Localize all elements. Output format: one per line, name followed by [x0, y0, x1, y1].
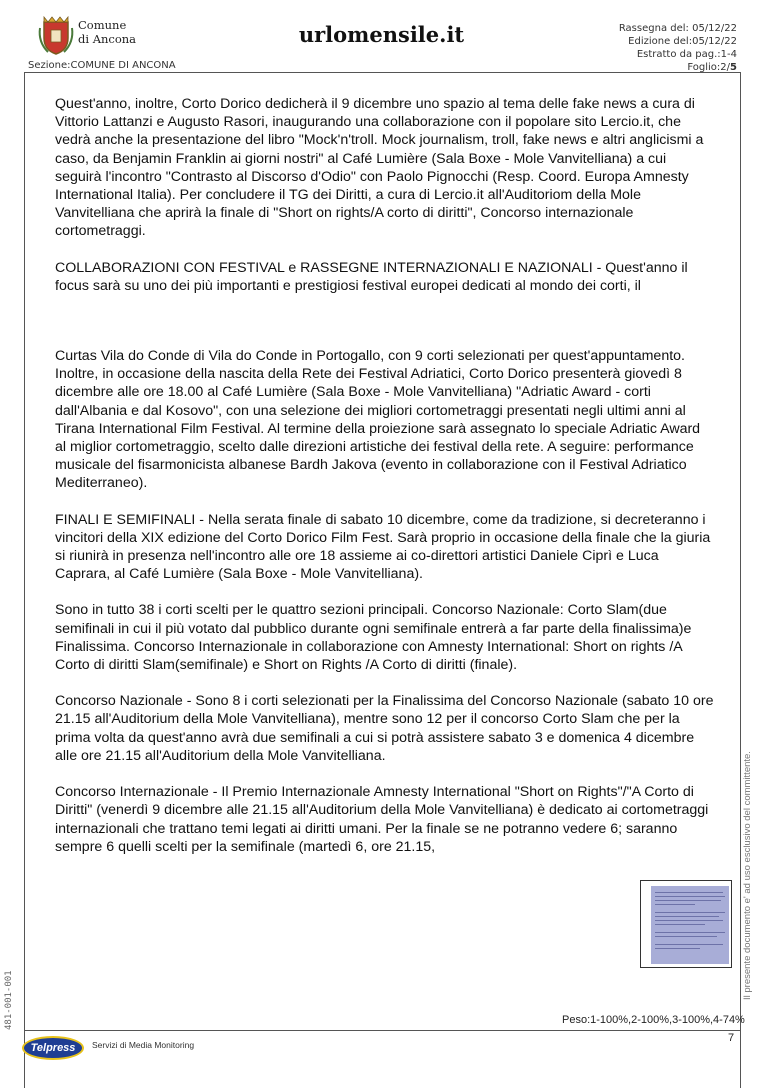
estratto-pages: Estratto da pag.:1-4: [636, 49, 737, 60]
thumbnail-line: [655, 892, 723, 893]
telpress-logo: Telpress: [22, 1036, 84, 1060]
thumbnail-line: [655, 924, 705, 925]
comune-line1: Comune: [78, 18, 127, 32]
article-paragraph: Concorso Internazionale - Il Premio Internazionale Amnesty International "Short on Rights"/"A Corto di Diritti" (venerdì 9 dicembre alle 21.15 all'Auditorium della Mole Vanvitelliana) è dedicato ai cortometraggi internazionali che trattano temi legati ai diritti umani. Per la finale se ne potranno vedere 6; saranno sempre 6 quelli scelti per la semifinale (martedì 6, ore 21.15,: [55, 784, 709, 855]
rassegna-date: Rassegna del: 05/12/22: [618, 23, 737, 34]
foglio-total: 5: [730, 62, 737, 73]
article-paragraph: COLLABORAZIONI CON FESTIVAL e RASSEGNE INTERNAZIONALI E NAZIONALI - Quest'anno il focus sarà su uno dei più importanti e prestigiosi festival europei dedicati al mondo dei corti, il: [55, 259, 688, 294]
article-body: [55, 95, 715, 874]
article-paragraph: Sono in tutto 38 i corti scelti per le quattro sezioni principali. Concorso Nazionale: Corto Slam(due semifinali in cui il più votato dal pubblico durante ogni semifinale entrerà a far parte della finalissima)e Finalissima. Concorso Internazionale in collaborazione con Amnesty International: Short on rights /A Corto di diritti Slam(semifinale) e Short on Rights /A Corto di diritti (finale).: [55, 602, 692, 674]
thumbnail-line: [655, 916, 719, 917]
article-paragraph: Quest'anno, inoltre, Corto Dorico dedicherà il 9 dicembre uno spazio al tema delle fake news a cura di Vittorio Lattanzi e Augusto Rasori, inaugurando una collaborazione con il popolare sito Lercio.it, che vedrà anche la presentazione del libro "Mock'n'troll. Mock journalism, troll, fake news e altri anglicismi a caso, da Benjamin Franklin ai giorni nostri" al Café Lumière (Sala Boxe - Mole Vanvitelliana) a cui seguirà l'incontro "Contrasto al Discorso d'Odio" con Paolo Pignocchi (Resp. Coord. Europa Amnesty International Italia). Per concludere il TG dei Diritti, a cura di Lercio.it all'Auditoriom della Mole Vanvitelliana che aprirà la finale di "Short on rights/A corto di diritti", Concorso internazionale cortometraggi.: [55, 96, 704, 240]
footer-divider: [24, 1030, 741, 1031]
foglio-prefix: Foglio:2/: [687, 62, 731, 73]
sezione-label: Sezione:COMUNE DI ANCONA: [28, 60, 176, 71]
telpress-tagline: Servizi di Media Monitoring: [92, 1040, 195, 1050]
article-paragraph: Concorso Nazionale - Sono 8 i corti selezionati per la Finalissima del Concorso Nazionale (sabato 10 ore 21.15 all'Auditorium della Mole Vanvitelliana), mentre sono 12 per il concorso Corto Slam che per la prima volta da quest'anno avrà due semifinali a cui si potrà assistere sabato 3 e domenica 4 dicembre alle ore 21.15 all'Auditorium della Mole Vanvitelliana.: [55, 693, 714, 764]
thumbnail-line: [655, 904, 695, 905]
thumbnail-line: [655, 912, 725, 913]
rassegna-meta: [619, 22, 737, 74]
thumbnail-line: [655, 900, 721, 901]
thumbnail-line: [655, 932, 725, 933]
comune-line2: di Ancona: [78, 32, 137, 46]
site-title: urlomensile.it: [298, 22, 465, 47]
thumbnail-line: [655, 944, 723, 945]
thumbnail-line: [655, 896, 725, 897]
usage-disclaimer: Il presente documento e' ad uso esclusivo del committente.: [742, 751, 753, 1000]
thumbnail-line: [655, 948, 700, 949]
page-number: 7: [728, 1032, 735, 1044]
thumbnail-line: [655, 920, 723, 921]
article-paragraph: Curtas Vila do Conde di Vila do Conde in Portogallo, con 9 corti selezionati per quest'appuntamento. Inoltre, in occasione della nascita della Rete dei Festival Adriatici, Corto Dorico presenterà giovedì 8 dicembre alle ore 18.00 al Café Lumière (Sala Boxe - Mole Vanvitelliana) "Adriatic Award - corti dall'Albania e dal Kosovo", con una selezione dei migliori cortometraggi presentati negli ultimi anni al Tirana International Film Festival. Al termine della proiezione sarà assegnato lo speciale Adriatic Award al miglior cortometraggio, scelto dalle direzioni artistiche dei festival della rete. A seguire: performance musicale del fisarmonicista albanese Bardh Jakova (evento in collaborazione con il Festival Adriatico Mediterraneo).: [55, 348, 701, 492]
thumbnail-highlight: [651, 886, 729, 964]
edizione-date: Edizione del:05/12/22: [628, 36, 737, 47]
page-thumbnail: [640, 880, 732, 968]
document-code: 481-001-001: [4, 970, 14, 1030]
thumbnail-line: [655, 936, 717, 937]
article-paragraph: FINALI E SEMIFINALI - Nella serata finale di sabato 10 dicembre, come da tradizione, si decreteranno i vincitori della XIX edizione del Corto Dorico Film Fest. Sarà proprio in occasione della finale che la giuria si riunirà in presenza nell'incontro alle ore 18 assieme ai co-direttori artistici Daniele Ciprì e Luca Caprara, al Café Lumière (Sala Boxe - Mole Vanvitelliana).: [55, 511, 711, 583]
peso-label: Peso:1-100%,2-100%,3-100%,4-74%: [562, 1014, 745, 1026]
